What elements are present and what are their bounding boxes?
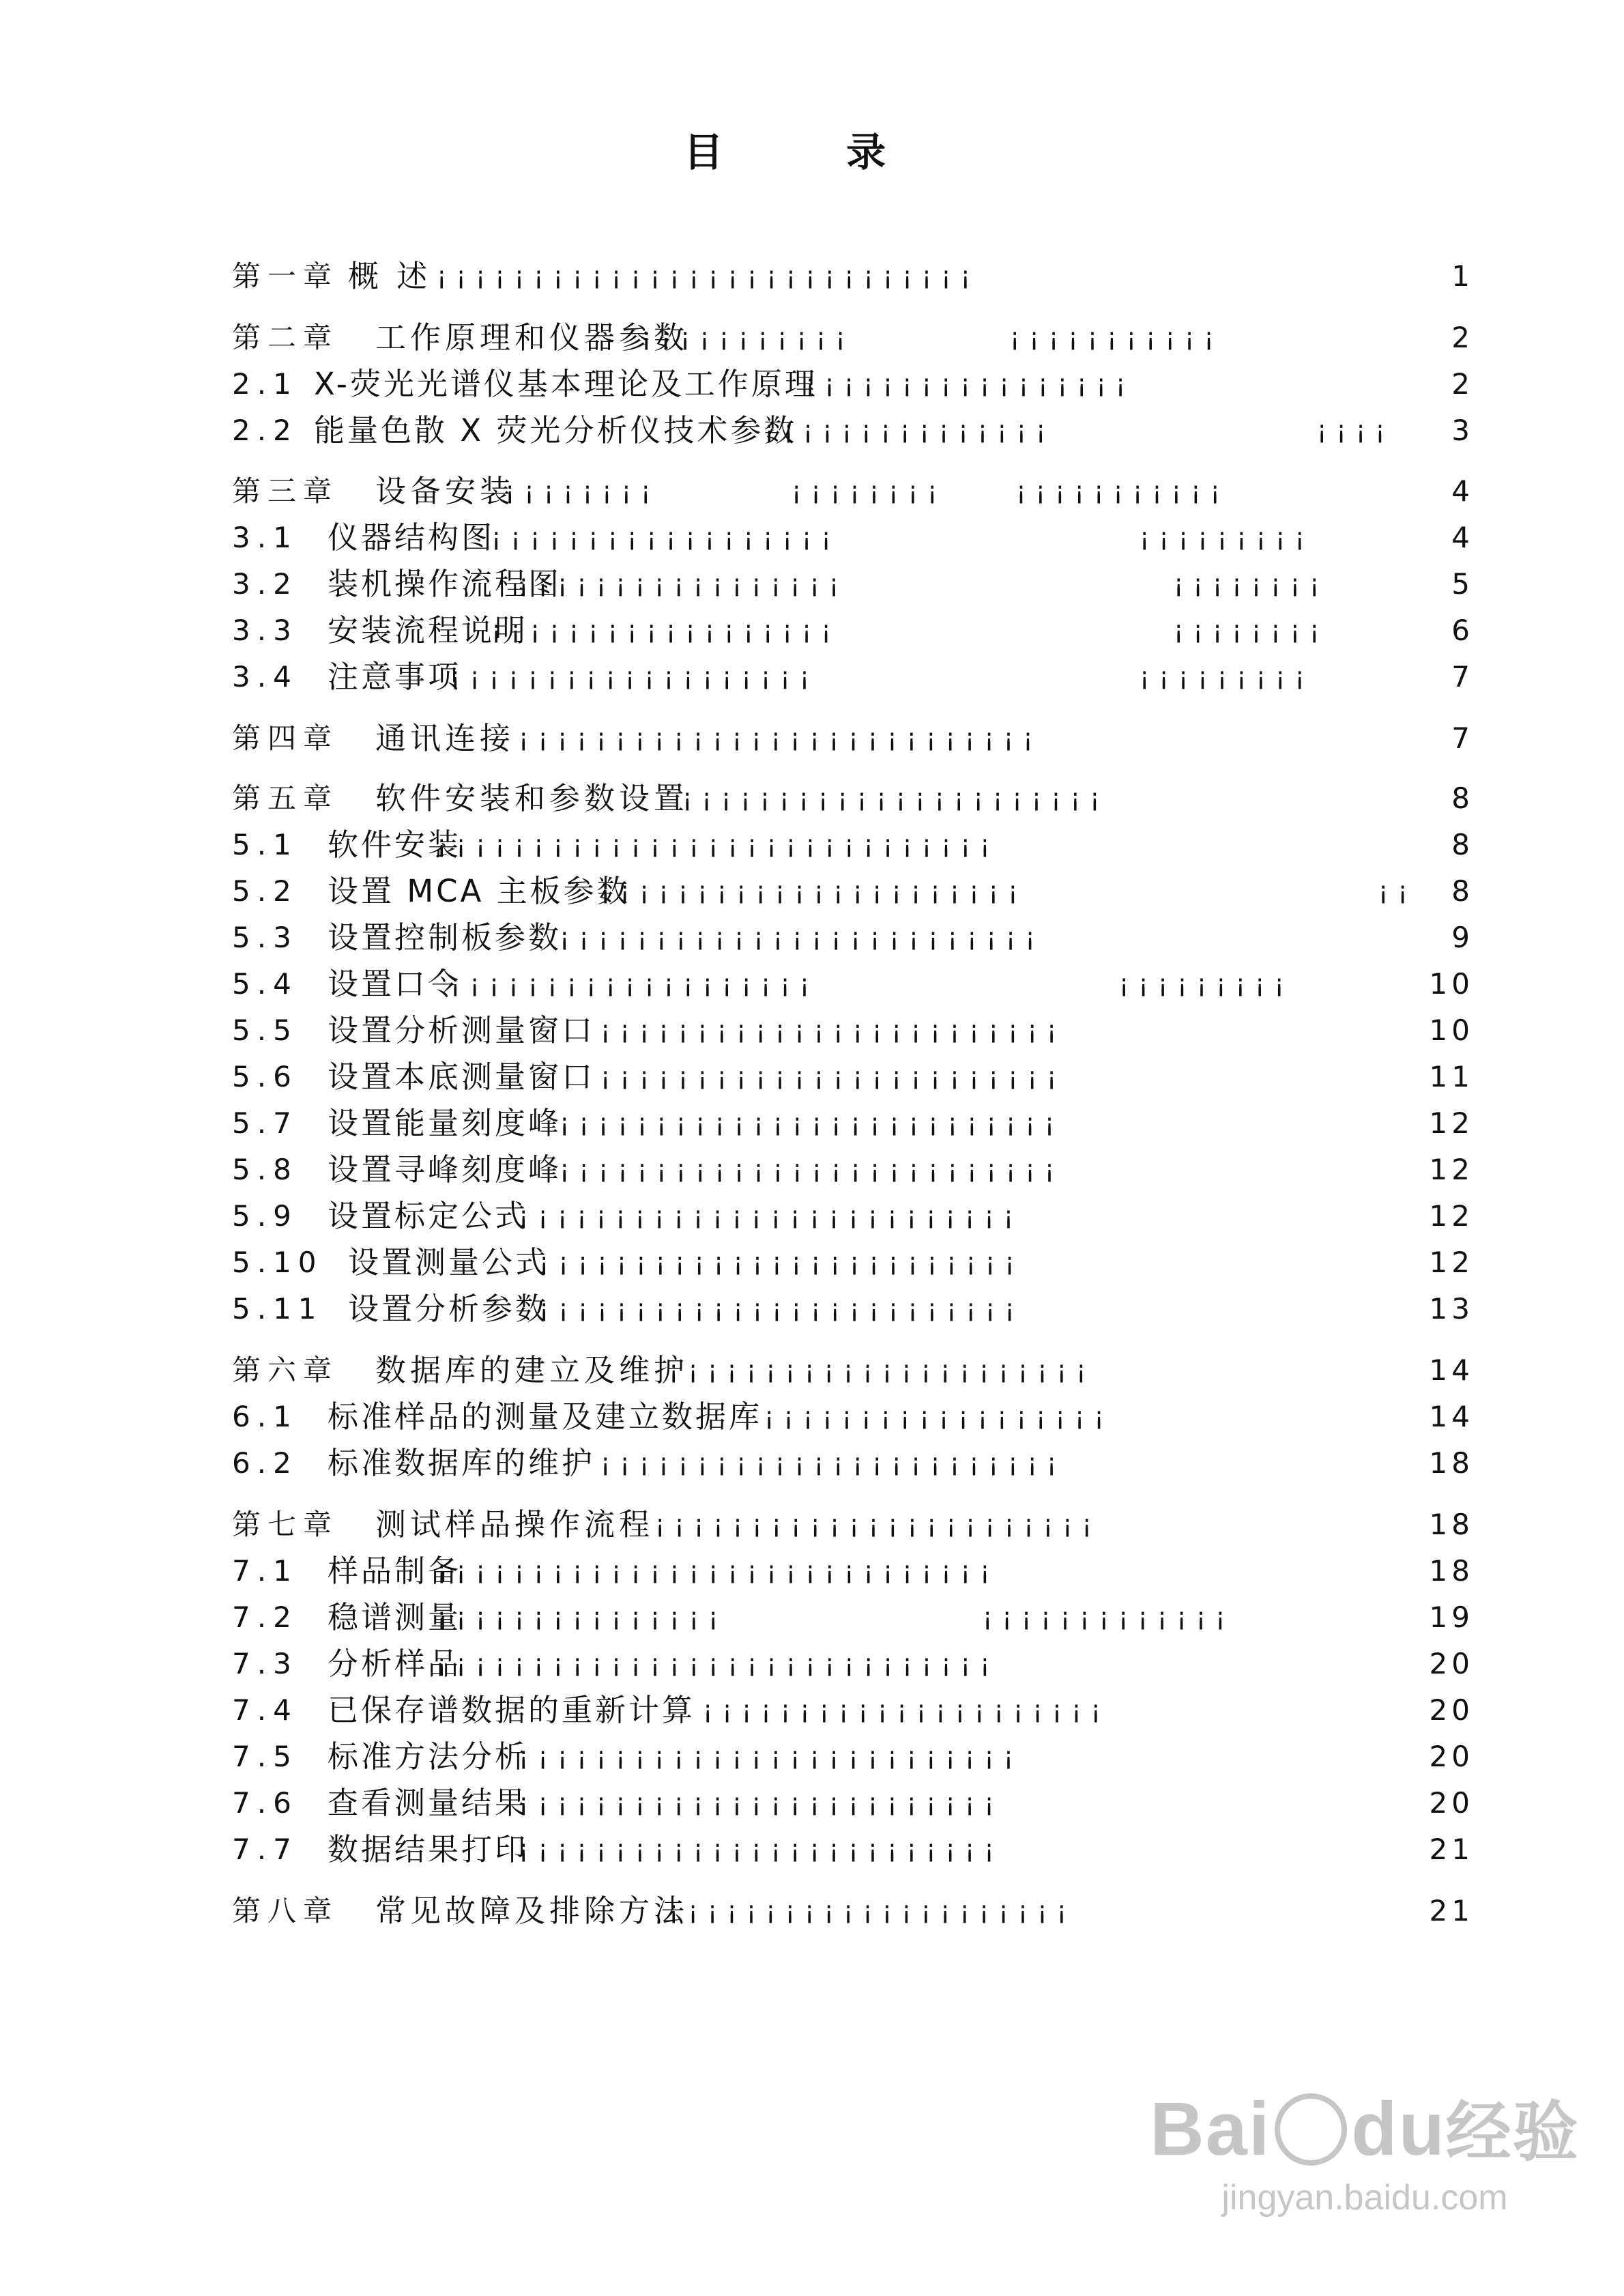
toc-title: 设置标定公式 <box>328 1198 529 1234</box>
toc-leader-dots: ¡¡¡¡¡¡¡¡¡¡¡¡¡¡¡¡¡¡¡¡¡¡¡¡¡¡¡¡¡ <box>437 1650 1000 1678</box>
toc-number: 第七章 <box>232 1508 339 1541</box>
toc-title: 设置分析参数 <box>348 1291 549 1327</box>
toc-title: 标准数据库的维护 <box>328 1445 596 1481</box>
toc-number: 第六章 <box>232 1353 339 1387</box>
toc-section-entry <box>232 824 1474 865</box>
toc-leader-dots: ¡¡¡¡¡¡¡¡¡¡¡ <box>1010 324 1223 351</box>
toc-title: 装机操作流程图 <box>328 566 562 602</box>
toc-number: 5.11 <box>232 1292 323 1325</box>
toc-page-number: 1 <box>1451 259 1474 293</box>
toc-leader-dots: ¡¡¡¡¡¡¡¡¡¡¡¡¡¡¡¡¡ <box>805 370 1135 398</box>
baidu-logo: Bai du经验 <box>1150 2087 1580 2171</box>
toc-page-number: 11 <box>1429 1060 1474 1093</box>
toc-page-number: 14 <box>1429 1400 1474 1433</box>
page-title: 目 录 <box>683 129 941 175</box>
toc-page-number: 10 <box>1429 967 1474 1001</box>
toc-page-number: 12 <box>1429 1153 1474 1186</box>
toc-section-entry <box>232 1010 1474 1051</box>
toc-page-number: 21 <box>1429 1833 1474 1866</box>
toc-page-number: 21 <box>1429 1894 1474 1927</box>
toc-section-entry <box>232 364 1474 405</box>
toc-leader-dots: ¡¡¡¡¡¡¡¡¡¡¡ <box>641 324 855 351</box>
toc-section-entry <box>232 1597 1474 1638</box>
toc-number: 7.3 <box>232 1647 298 1680</box>
toc-page-number: 6 <box>1451 614 1474 647</box>
toc-number: 5.9 <box>232 1199 298 1233</box>
toc-page-number: 7 <box>1451 660 1474 693</box>
toc-leader-dots: ¡¡¡¡¡¡¡¡¡¡¡¡¡¡¡¡¡¡¡¡¡¡¡¡¡¡¡ <box>519 724 1043 752</box>
toc-chapter-entry <box>232 778 1474 819</box>
toc-chapter-entry <box>232 1350 1474 1391</box>
toc-leader-dots: ¡¡¡¡¡¡¡¡¡¡¡¡¡¡¡¡¡¡¡ <box>450 663 820 691</box>
toc-number: 3.1 <box>232 521 298 554</box>
toc-leader-dots: ¡¡¡¡¡¡¡¡¡¡¡¡¡¡¡¡¡¡¡¡¡¡¡¡¡¡ <box>560 1109 1064 1137</box>
toc-leader-dots: ¡¡¡¡¡¡¡¡¡¡¡¡¡¡¡¡¡¡¡¡¡¡¡¡¡ <box>519 1789 1004 1817</box>
toc-section-entry <box>232 564 1474 605</box>
toc-page-number: 7 <box>1451 721 1474 755</box>
watermark <box>1146 2089 1583 2252</box>
toc-leader-dots: ¡¡¡¡¡¡¡¡ <box>1174 570 1329 598</box>
toc-leader-dots: ¡¡¡¡¡¡¡¡¡¡¡¡¡¡¡¡¡¡¡¡¡¡¡¡¡¡¡¡¡ <box>437 831 1000 859</box>
toc-number: 3.4 <box>232 660 298 693</box>
toc-leader-dots: ¡¡¡¡¡¡¡¡¡¡¡¡¡¡¡¡¡¡¡ <box>450 970 820 998</box>
toc-title: 设置分析测量窗口 <box>328 1012 596 1048</box>
toc-page-number: 4 <box>1451 521 1474 554</box>
toc-title: 能量色散 X 荧光分析仪技术参数 <box>314 412 798 448</box>
toc-title: 概 述 <box>348 258 432 294</box>
toc-title: 仪器结构图 <box>328 519 495 556</box>
toc-page-number: 20 <box>1429 1786 1474 1820</box>
toc-title: 设置本底测量窗口 <box>328 1059 596 1095</box>
toc-leader-dots: ¡¡¡¡¡¡¡¡¡¡¡¡¡¡¡¡¡ <box>519 570 849 598</box>
toc-number: 5.1 <box>232 828 298 861</box>
toc-number: 7.4 <box>232 1693 298 1727</box>
toc-section-entry <box>232 410 1474 451</box>
toc-section-entry <box>232 657 1474 698</box>
toc-page-number: 18 <box>1429 1508 1474 1541</box>
toc-page-number: 18 <box>1429 1446 1474 1480</box>
toc-page-number: 9 <box>1451 921 1474 954</box>
toc-number: 第一章 <box>232 259 339 293</box>
toc-page-number: 18 <box>1429 1554 1474 1588</box>
toc-section-entry <box>232 1829 1474 1870</box>
toc-title: 安装流程说明 <box>328 612 529 648</box>
toc-leader-dots: ¡¡¡¡¡¡¡¡¡¡¡¡¡¡¡¡¡¡¡¡¡ <box>669 1897 1077 1925</box>
toc-page-number: 10 <box>1429 1014 1474 1047</box>
toc-leader-dots: ¡¡¡¡¡¡¡¡¡¡¡¡¡¡¡¡¡¡¡¡¡¡¡¡¡ <box>539 1295 1024 1323</box>
toc-page-number: 13 <box>1429 1292 1474 1325</box>
toc-leader-dots: ¡¡¡¡¡¡¡¡¡¡¡¡¡¡¡¡¡¡¡¡¡¡¡¡¡¡¡¡¡ <box>437 1557 1000 1585</box>
toc-number: 7.5 <box>232 1740 298 1773</box>
toc-title: 通讯连接 <box>375 720 515 756</box>
toc-number: 5.10 <box>232 1246 323 1279</box>
toc-section-entry <box>232 871 1474 912</box>
toc-number: 3.3 <box>232 614 298 647</box>
toc-number: 5.4 <box>232 967 298 1001</box>
toc-leader-dots: ¡¡¡¡¡¡¡¡¡¡¡¡¡¡¡ <box>764 416 1056 444</box>
toc-leader-dots: ¡¡¡¡ <box>1317 416 1395 444</box>
toc-title: 软件安装和参数设置 <box>375 780 689 816</box>
toc-title: 稳谱测量 <box>328 1599 462 1635</box>
toc-number: 6.2 <box>232 1446 298 1480</box>
watermark-url: jingyan.baidu.com <box>1221 2178 1508 2218</box>
toc-title: 设置控制板参数 <box>328 919 562 956</box>
toc-leader-dots: ¡¡¡¡¡¡¡¡¡¡¡¡¡¡¡¡¡¡¡¡¡¡¡¡¡¡ <box>560 1156 1064 1183</box>
toc-title: 设置能量刻度峰 <box>328 1105 562 1141</box>
toc-title: 注意事项 <box>328 659 462 695</box>
toc-section-entry <box>232 1783 1474 1824</box>
toc-number: 5.2 <box>232 874 298 908</box>
toc-title: 样品制备 <box>328 1553 462 1589</box>
toc-leader-dots: ¡¡¡¡¡¡¡¡¡¡¡¡¡¡¡¡¡¡¡¡¡¡ <box>600 877 1028 905</box>
toc-section-entry <box>232 964 1474 1005</box>
toc-page-number: 20 <box>1429 1693 1474 1727</box>
toc-section-entry <box>232 1289 1474 1330</box>
toc-page-number: 3 <box>1451 414 1474 447</box>
toc-number: 第二章 <box>232 321 339 354</box>
toc-title: 已保存谱数据的重新计算 <box>328 1692 696 1728</box>
toc-title: 数据结果打印 <box>328 1831 529 1867</box>
toc-page-number: 12 <box>1429 1199 1474 1233</box>
toc-leader-dots: ¡¡¡¡¡¡¡¡ <box>1174 616 1329 644</box>
toc-number: 6.1 <box>232 1400 298 1433</box>
toc-number: 2.2 <box>232 414 298 447</box>
toc-chapter-entry <box>232 718 1474 759</box>
toc-number: 第五章 <box>232 781 339 815</box>
toc-title: 数据库的建立及维护 <box>375 1352 689 1388</box>
toc-leader-dots: ¡¡¡¡¡¡¡¡¡¡¡¡¡¡¡¡¡¡¡¡¡¡¡¡¡ <box>560 923 1045 951</box>
toc-chapter-entry <box>232 256 1474 297</box>
toc-leader-dots: ¡¡¡¡¡¡¡¡¡¡¡¡¡¡¡¡¡¡¡¡¡¡¡¡¡¡¡¡ <box>437 262 981 290</box>
toc-section-entry <box>232 1057 1474 1097</box>
toc-section-entry <box>232 1443 1474 1484</box>
toc-leader-dots: ¡¡¡¡¡¡¡¡¡¡¡¡¡¡¡ <box>437 1603 728 1631</box>
toc-leader-dots: ¡¡¡¡¡¡¡¡ <box>505 477 661 505</box>
toc-section-entry <box>232 1103 1474 1144</box>
paw-icon <box>1275 2093 1347 2166</box>
toc-number: 7.2 <box>232 1601 298 1634</box>
toc-chapter-entry <box>232 1891 1474 1932</box>
toc-title: 常见故障及排除方法 <box>375 1893 689 1929</box>
toc-leader-dots: ¡¡¡¡¡¡¡¡¡¡¡¡¡ <box>983 1603 1235 1631</box>
toc-number: 5.8 <box>232 1153 298 1186</box>
toc-section-entry <box>232 1242 1474 1283</box>
toc-leader-dots: ¡¡¡¡¡¡¡¡¡¡¡¡¡¡¡¡¡¡¡¡¡¡¡¡ <box>600 1449 1067 1477</box>
toc-title: 设置寻峰刻度峰 <box>328 1151 562 1188</box>
toc-leader-dots: ¡¡ <box>1378 877 1417 905</box>
toc-section-entry <box>232 1644 1474 1684</box>
toc-title: 标准方法分析 <box>328 1738 529 1775</box>
toc-title: 设置 MCA 主板参数 <box>328 873 630 909</box>
toc-title: 设置口令 <box>328 966 462 1002</box>
toc-title: 设备安装 <box>375 473 515 509</box>
toc-number: 第四章 <box>232 721 339 755</box>
toc-section-entry <box>232 1396 1474 1437</box>
toc-number: 第三章 <box>232 474 339 508</box>
toc-title: 标准样品的测量及建立数据库 <box>328 1398 763 1435</box>
toc-number: 5.6 <box>232 1060 298 1093</box>
toc-leader-dots: ¡¡¡¡¡¡¡¡¡¡¡¡¡¡¡¡¡¡¡¡¡¡¡ <box>655 1510 1101 1538</box>
toc-number: 2.1 <box>232 367 298 401</box>
toc-section-entry <box>232 917 1474 958</box>
toc-chapter-entry <box>232 317 1474 358</box>
toc-page-number: 20 <box>1429 1647 1474 1680</box>
toc-page-number: 8 <box>1451 781 1474 815</box>
toc-number: 5.7 <box>232 1106 298 1140</box>
toc-section-entry <box>232 610 1474 651</box>
toc-leader-dots: ¡¡¡¡¡¡¡¡¡¡¡¡¡¡¡¡¡¡¡¡¡¡¡¡¡¡ <box>519 1742 1024 1770</box>
toc-page-number: 14 <box>1429 1353 1474 1387</box>
toc-section-entry <box>232 1690 1474 1731</box>
toc-page-number: 4 <box>1451 474 1474 508</box>
toc-leader-dots: ¡¡¡¡¡¡¡¡¡¡¡¡¡¡¡¡¡¡¡¡¡¡ <box>682 784 1110 812</box>
toc-leader-dots: ¡¡¡¡¡¡¡¡¡¡¡¡¡¡¡¡¡¡¡¡¡¡¡¡¡ <box>519 1835 1004 1863</box>
toc-leader-dots: ¡¡¡¡¡¡¡¡¡ <box>1119 970 1294 998</box>
toc-section-entry <box>232 1196 1474 1237</box>
toc-number: 7.7 <box>232 1833 298 1866</box>
toc-title: 查看测量结果 <box>328 1785 529 1821</box>
toc-section-entry <box>232 1149 1474 1190</box>
toc-leader-dots: ¡¡¡¡¡¡¡¡¡ <box>1140 663 1314 691</box>
toc-section-entry <box>232 1551 1474 1592</box>
toc-page-number: 5 <box>1451 567 1474 601</box>
toc-section-entry <box>232 1736 1474 1777</box>
toc-leader-dots: ¡¡¡¡¡¡¡¡¡¡¡¡¡¡¡¡¡¡ <box>491 616 841 644</box>
toc-number: 5.5 <box>232 1014 298 1047</box>
toc-number: 7.1 <box>232 1554 298 1588</box>
toc-page-number: 12 <box>1429 1246 1474 1279</box>
toc-number: 3.2 <box>232 567 298 601</box>
toc-number: 第八章 <box>232 1894 339 1927</box>
toc-leader-dots: ¡¡¡¡¡¡¡¡¡¡¡¡¡¡¡¡¡¡ <box>491 523 841 551</box>
toc-leader-dots: ¡¡¡¡¡¡¡¡¡¡¡¡¡¡¡¡¡¡¡¡¡¡¡¡¡ <box>539 1248 1024 1276</box>
toc-section-entry <box>232 517 1474 558</box>
toc-leader-dots: ¡¡¡¡¡¡¡¡¡¡¡¡¡¡¡¡¡¡¡¡¡ <box>703 1696 1111 1724</box>
toc-chapter-entry <box>232 1504 1474 1545</box>
toc-page-number: 2 <box>1451 321 1474 354</box>
toc-title: X-荧光光谱仪基本理论及工作原理 <box>314 366 818 402</box>
toc-leader-dots: ¡¡¡¡¡¡¡¡¡¡¡¡¡¡¡¡¡¡¡¡¡¡¡¡¡¡ <box>519 1202 1024 1230</box>
toc-title: 工作原理和仪器参数 <box>375 319 689 356</box>
toc-chapter-entry <box>232 471 1474 512</box>
toc-number: 5.3 <box>232 921 298 954</box>
toc-page-number: 8 <box>1451 828 1474 861</box>
toc-page-number: 8 <box>1451 874 1474 908</box>
toc-page-number: 12 <box>1429 1106 1474 1140</box>
toc-page-number: 2 <box>1451 367 1474 401</box>
toc-leader-dots: ¡¡¡¡¡¡¡¡¡¡¡¡¡¡¡¡¡¡¡¡¡¡¡¡ <box>600 1063 1067 1091</box>
toc-title: 软件安装 <box>328 827 462 863</box>
toc-leader-dots: ¡¡¡¡¡¡¡¡¡¡¡¡¡¡¡¡¡¡ <box>764 1403 1114 1431</box>
toc-title: 分析样品 <box>328 1646 462 1682</box>
toc-leader-dots: ¡¡¡¡¡¡¡¡¡¡¡¡¡¡¡¡¡¡¡¡¡¡¡¡ <box>600 1016 1067 1044</box>
toc-leader-dots: ¡¡¡¡¡¡¡¡¡ <box>1140 523 1314 551</box>
toc-title: 测试样品操作流程 <box>375 1506 654 1542</box>
toc-page-number: 19 <box>1429 1601 1474 1634</box>
toc-title: 设置测量公式 <box>348 1244 549 1280</box>
toc-page-number: 20 <box>1429 1740 1474 1773</box>
toc-number: 7.6 <box>232 1786 298 1820</box>
toc-leader-dots: ¡¡¡¡¡¡¡¡¡¡¡¡¡¡¡¡¡¡¡¡¡¡ <box>669 1356 1096 1384</box>
toc-leader-dots: ¡¡¡¡¡¡¡¡ ¡¡¡¡¡¡¡¡¡¡¡ <box>792 477 1230 505</box>
